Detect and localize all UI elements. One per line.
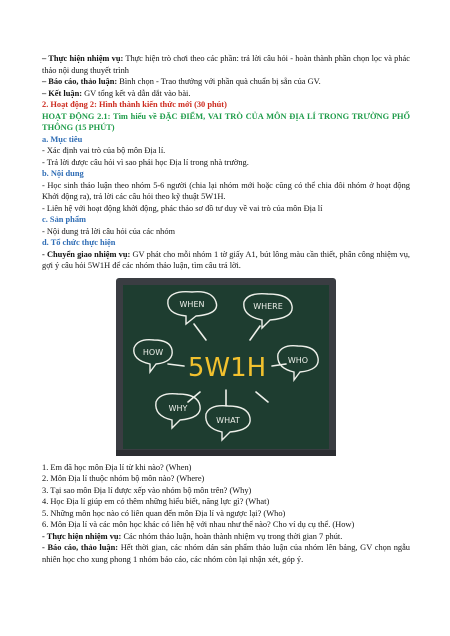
intro-report <box>42 76 410 88</box>
question-item: 6. Môn Địa lí và các môn học khác có liên hệ với nhau như thế nào? Cho ví dụ cụ thể. (How) <box>42 520 355 529</box>
after-task-text: Các nhóm thảo luận, hoàn thành nhiệm vụ trong thời gian 7 phút. <box>123 531 343 541</box>
organize-heading: d. Tổ chức thực hiện <box>42 238 116 247</box>
product-line-1: - Nội dung trả lời câu hỏi của các nhóm <box>42 226 176 236</box>
intro-report-text: Bình chọn - Trao thưởng với phần quà chuẩn bị sẵn của GV. <box>119 77 321 86</box>
activity-heading: HOẠT ĐỘNG 2.1: Tìm hiểu về ĐẶC ĐIỂM, VAI TRÒ CỦA MÔN ĐỊA LÍ TRONG TRƯỜNG PHỔ THÔNG (15 PHÚT) <box>42 111 410 132</box>
bubble-where: WHERE <box>253 301 283 311</box>
question-item: 4. Học Địa lí giúp em có thêm những hiểu biết, năng lực gì? (What) <box>42 497 270 506</box>
content-line-1: - Học sinh thảo luận theo nhóm 5-6 người (chia lại nhóm mới hoặc cũng có thể chia đôi nhóm ở hoạt động Khởi động ra), trả lời các câu hỏi theo kỹ thuật 5W1H. <box>42 180 410 201</box>
bubble-why: WHY <box>168 403 188 413</box>
question-item: 3. Tại sao môn Địa lí được xếp vào nhóm bộ môn trên? (Why) <box>42 485 252 495</box>
organize-transfer <box>42 249 410 272</box>
question-item: 2. Môn Địa lí thuộc nhóm bộ môn nào? (Where) <box>42 474 205 483</box>
bubble-how: HOW <box>142 347 164 357</box>
after-report <box>42 542 410 565</box>
after-report-label: - Báo cáo, thảo luận: <box>42 543 119 552</box>
question-list <box>42 462 410 531</box>
section2-heading: 2. Hoạt động 2: Hình thành kiến thức mới (30 phút) <box>42 100 227 109</box>
goal-line-1: - Xác định vai trò của bộ môn Địa lí. <box>42 146 166 155</box>
bubble-when: WHEN <box>179 299 205 309</box>
document-page <box>42 53 410 565</box>
bubble-what: WHAT <box>216 415 240 425</box>
goal-line-2: - Trả lời được câu hỏi vì sao phải học Địa lí trong nhà trường. <box>42 157 249 167</box>
intro-conclusion-label: – Kết luận: <box>42 88 83 98</box>
content-line-2: - Liên hệ với hoạt động khởi động, phác thảo sơ đồ tư duy về vai trò của môn Địa lí <box>42 203 323 213</box>
board-center-title: 5W1H <box>187 352 267 383</box>
after-task <box>42 531 410 543</box>
after-task-label: - Thực hiện nhiệm vụ: <box>42 531 122 541</box>
product-heading: c. Sản phẩm <box>42 215 86 224</box>
intro-report-label: – Báo cáo, thảo luận: <box>42 77 118 86</box>
organize-transfer-text: GV phát cho mỗi nhóm 1 tờ giấy A1, bút lông màu cần thiết, phân công nhiệm vụ, gợi ý câu hỏi 5W1H để các nhóm thảo luận, tìm câu trả lời. <box>42 249 410 270</box>
intro-task <box>42 53 410 76</box>
intro-task-text: Thực hiện trò chơi theo các phần: trả lời câu hỏi - hoàn thành phần chọn lọc và phác thảo nội dung thuyết trình <box>42 54 410 75</box>
organize-transfer-label: - Chuyển giao nhiệm vụ: <box>42 249 131 259</box>
content-heading: b. Nội dung <box>42 169 84 178</box>
intro-conclusion-text: GV tổng kết và dẫn dắt vào bài. <box>84 88 191 98</box>
chalkboard-figure <box>42 278 410 460</box>
question-item: 1. Em đã học môn Địa lí từ khi nào? (When) <box>42 462 192 472</box>
intro-task-label: – Thực hiện nhiệm vụ: <box>42 54 124 63</box>
intro-conclusion <box>42 88 410 100</box>
chalk-ledge <box>116 450 336 456</box>
bubble-who: WHO <box>287 355 309 365</box>
after-report-text: Hết thời gian, các nhóm dán sản phẩm thảo luận của nhóm lên bảng, GV chọn ngẫu nhiên học cho xung phong 1 nhóm báo cáo, các nhóm còn lại nhận xét, góp ý. <box>42 543 410 564</box>
question-item: 5. Những môn học nào có liên quan đến môn Địa lí và ngược lại? (Who) <box>42 508 286 518</box>
chalkboard-image <box>116 278 336 456</box>
goal-heading: a. Mục tiêu <box>42 134 83 144</box>
